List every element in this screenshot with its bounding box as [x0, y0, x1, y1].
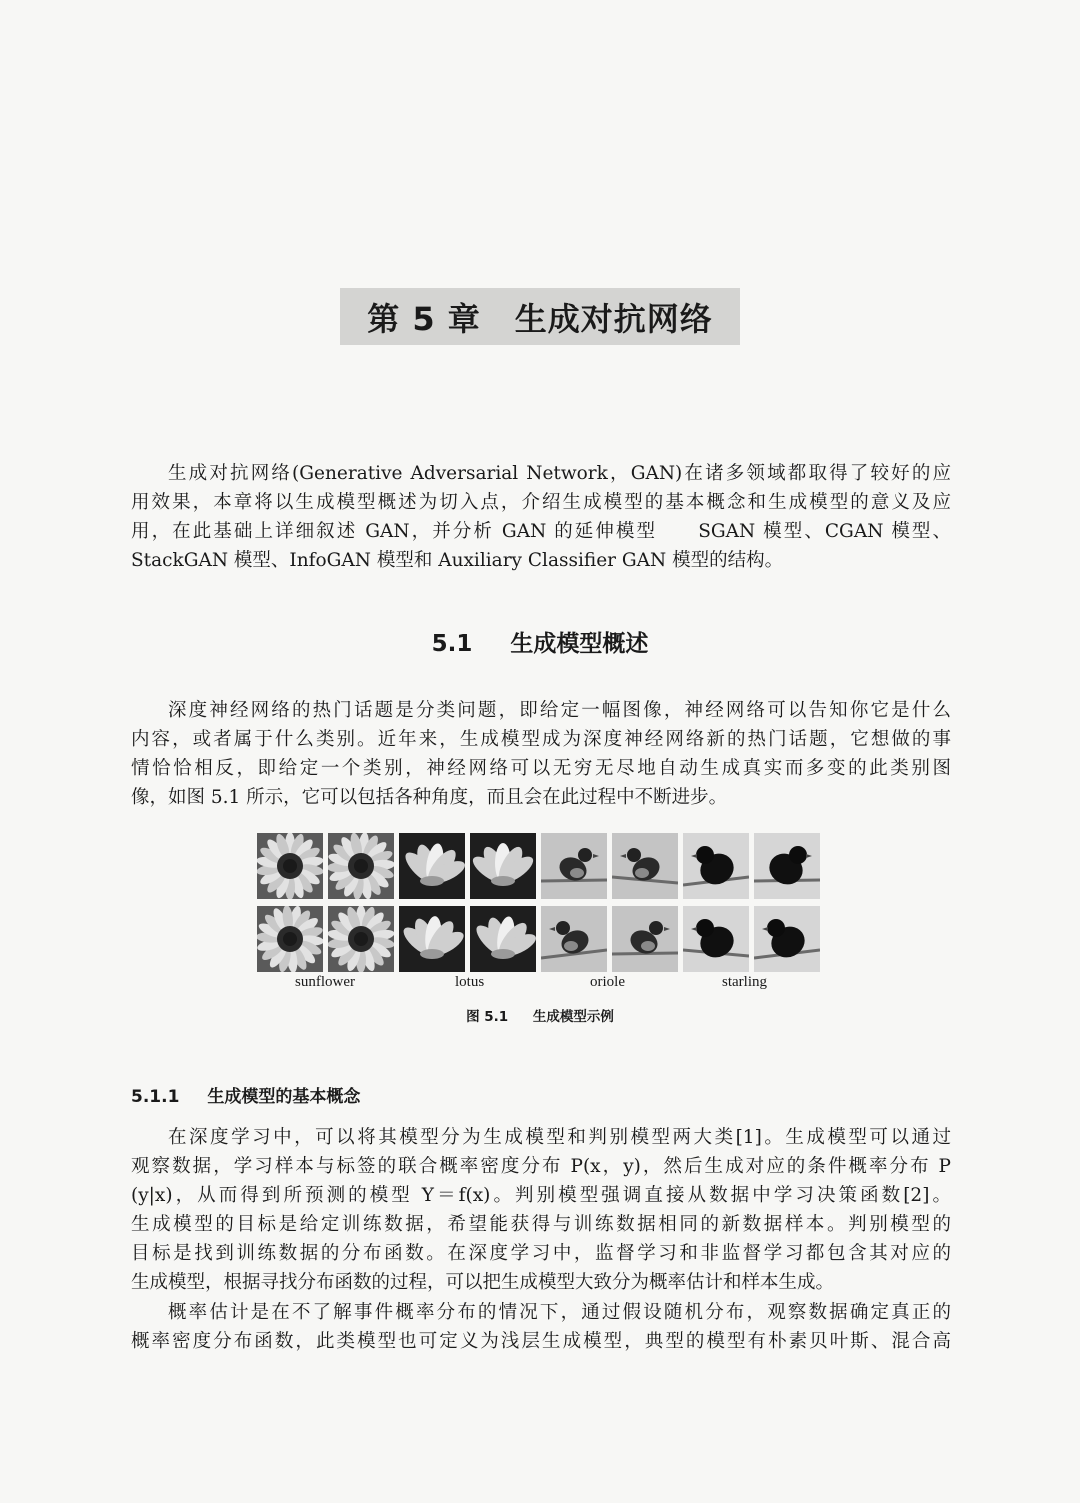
image-grid — [257, 833, 823, 972]
subsection-number: 5.1.1 — [131, 1087, 180, 1107]
thumbnail-starling — [683, 906, 749, 972]
text-line: 目标是找到训练数据的分布函数。在深度学习中，监督学习和非监督学习都包含其对应的 — [131, 1243, 951, 1264]
thumbnail-sunflower — [257, 833, 323, 899]
section-title: 生成模型概述 — [510, 631, 649, 657]
thumbnail-sunflower — [257, 906, 323, 972]
caption-number: 图 5.1 — [466, 1009, 509, 1025]
text-line: 内容，或者属于什么类别。近年来，生成模型成为深度神经网络新的热门话题，它想做的事 — [131, 729, 951, 750]
text-line: 生成对抗网络(Generative Adversarial Network，GAN)在诸多领域都取得了较好的应 — [168, 463, 951, 484]
subsection-paragraph-2 — [131, 1298, 951, 1356]
text-line: (y|x)，从而得到所预测的模型 Y＝f(x)。判别模型强调直接从数据中学习决策函数[2]。 — [131, 1185, 951, 1206]
text-line: 深度神经网络的热门话题是分类问题，即给定一幅图像，神经网络可以告知你它是什么 — [168, 700, 951, 721]
text-line: 在深度学习中，可以将其模型分为生成模型和判别模型两大类[1]。生成模型可以通过 — [168, 1127, 951, 1148]
thumbnail-oriole — [541, 833, 607, 899]
section-number: 5.1 — [431, 631, 473, 657]
caption-text: 生成模型示例 — [532, 1009, 614, 1025]
text-line: 概率密度分布函数，此类模型也可定义为浅层生成模型，典型的模型有朴素贝叶斯、混合高 — [131, 1331, 951, 1352]
thumbnail-sunflower — [328, 906, 394, 972]
figure-labels — [257, 974, 823, 994]
text-line: 情恰恰相反，即给定一个类别，神经网络可以无穷无尽地自动生成真实而多变的此类别图 — [131, 758, 951, 779]
thumbnail-oriole — [612, 833, 678, 899]
thumbnail-starling — [754, 906, 820, 972]
subsection-paragraph-1 — [131, 1123, 951, 1297]
text-line: 生成模型的目标是给定训练数据，希望能获得与训练数据相同的新数据样本。判别模型的 — [131, 1214, 951, 1235]
label-oriole: oriole — [590, 974, 625, 990]
text-line: 概率估计是在不了解事件概率分布的情况下，通过假设随机分布，观察数据确定真正的 — [168, 1302, 951, 1323]
text-line: 生成模型，根据寻找分布函数的过程，可以把生成模型大致分为概率估计和样本生成。 — [131, 1272, 835, 1293]
chapter-heading — [340, 288, 740, 345]
section-heading — [0, 625, 1080, 658]
thumbnail-lotus — [470, 906, 536, 972]
chapter-number: 第 5 章 — [367, 299, 481, 338]
thumbnail-starling — [754, 833, 820, 899]
figure-caption — [0, 1005, 1080, 1025]
text-line: 像，如图 5.1 所示，它可以包括各种角度，而且会在此过程中不断进步。 — [131, 787, 728, 808]
text-line: 观察数据，学习样本与标签的联合概率密度分布 P(x，y)，然后生成对应的条件概率分布 P — [131, 1156, 951, 1177]
thumbnail-lotus — [470, 833, 536, 899]
subsection-title: 生成模型的基本概念 — [207, 1087, 361, 1107]
label-sunflower: sunflower — [295, 974, 355, 990]
text-line: 用效果，本章将以生成模型概述为切入点，介绍生成模型的基本概念和生成模型的意义及应 — [131, 492, 951, 513]
subsection-heading — [131, 1082, 360, 1107]
label-starling: starling — [722, 974, 767, 990]
thumbnail-sunflower — [328, 833, 394, 899]
section-paragraph — [131, 696, 951, 812]
thumbnail-oriole — [612, 906, 678, 972]
text-line: 用，在此基础上详细叙述 GAN，并分析 GAN 的延伸模型 SGAN 模型、CGAN 模型、 — [131, 521, 951, 542]
chapter-title: 生成对抗网络 — [514, 299, 713, 338]
thumbnail-starling — [683, 833, 749, 899]
thumbnail-oriole — [541, 906, 607, 972]
figure-generative-examples — [257, 833, 823, 994]
thumbnail-lotus — [399, 906, 465, 972]
label-lotus: lotus — [455, 974, 485, 990]
text-line: StackGAN 模型、InfoGAN 模型和 Auxiliary Classifier GAN 模型的结构。 — [131, 550, 784, 571]
intro-paragraph — [131, 459, 951, 575]
thumbnail-lotus — [399, 833, 465, 899]
